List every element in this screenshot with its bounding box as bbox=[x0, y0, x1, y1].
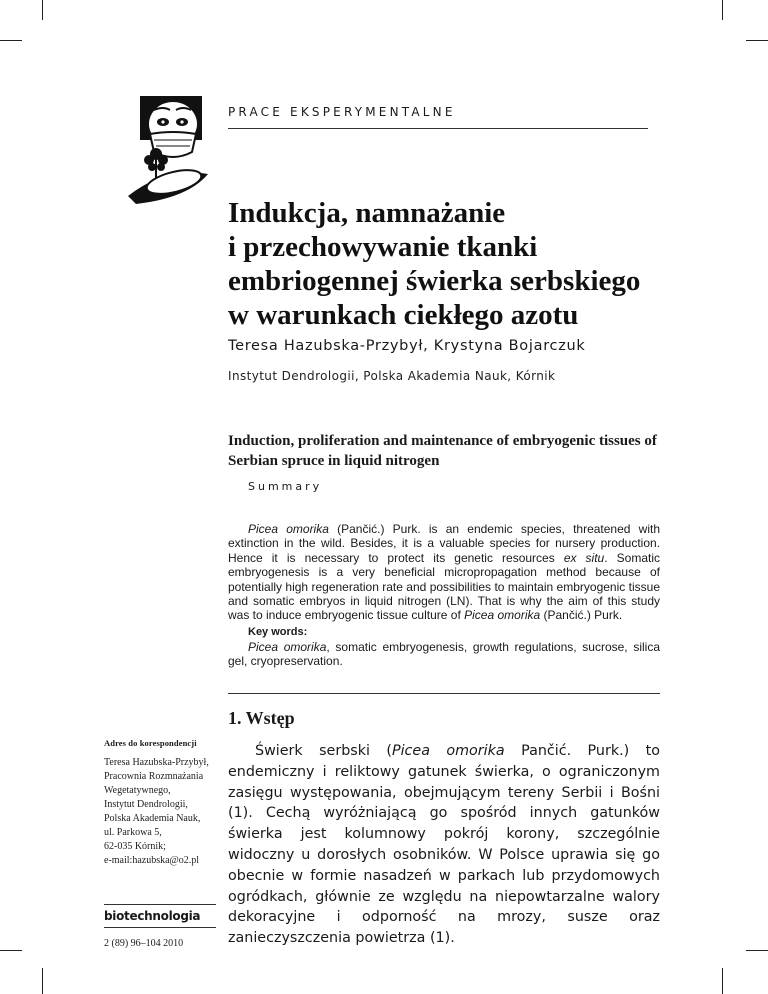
affiliation: Instytut Dendrologii, Polska Akademia Nauk, Kórnik bbox=[228, 369, 556, 383]
section-label: PRACE EKSPERYMENTALNE bbox=[228, 105, 456, 119]
keywords-rule bbox=[228, 693, 660, 694]
correspondence-label: Adres do korespondencji bbox=[104, 738, 197, 748]
keywords-label: Key words: bbox=[248, 626, 308, 638]
species-name: Picea omorika bbox=[391, 743, 505, 759]
address-line: Polska Akademia Nauk, bbox=[104, 813, 201, 824]
address-line: ul. Parkowa 5, bbox=[104, 827, 162, 838]
body-paragraph: Świerk serbski (Picea omorika Pančić. Purk.) to endemiczny i reliktowy gatunek świerka, o ograniczonym zasięgu występowania, obejmującym tereny Serbii i Bośni (1). Cechą wyróżniającą go spośród innych gatunków świerka jest kolumnowy pokrój korony, szczególnie widoczny u dorosłych osobników. W Polsce uprawia się go obecnie w formie nasadzeń w parkach lub przydomowych ogródkach, głównie ze względu na niepowtarzalne walory dekoracyjne i odporność na mrozy, susze oraz zanieczyszczenia powietrza (1). bbox=[228, 743, 660, 947]
species-name: Picea omorika bbox=[464, 608, 541, 623]
address-line: Pracownia Rozmnażania bbox=[104, 771, 204, 782]
english-title: Induction, proliferation and maintenance of embryogenic tissues of Serbian spruce in liquid nitrogen bbox=[228, 433, 657, 469]
address-line: 62-035 Kórnik; bbox=[104, 841, 166, 852]
section-rule bbox=[228, 128, 648, 129]
address-line: Teresa Hazubska-Przybył, bbox=[104, 757, 209, 768]
authors: Teresa Hazubska-Przybył, Krystyna Bojarczuk bbox=[228, 338, 586, 354]
email-line: e-mail:hazubska@o2.pl bbox=[104, 855, 200, 866]
crop-mark bbox=[42, 0, 43, 20]
title-line: w warunkach ciekłego azotu bbox=[228, 299, 579, 331]
summary-label: Summary bbox=[248, 480, 323, 493]
crop-mark bbox=[0, 40, 22, 41]
title-line: Indukcja, namnażanie bbox=[228, 197, 506, 229]
crop-mark bbox=[722, 0, 723, 20]
journal-rule bbox=[104, 904, 216, 905]
issue-info: 2 (89) 96–104 2010 bbox=[104, 938, 184, 949]
crop-mark bbox=[746, 950, 768, 951]
section-heading: 1. Wstęp bbox=[228, 708, 295, 728]
article-title bbox=[228, 196, 698, 332]
species-name: Picea omorika bbox=[248, 522, 329, 536]
crop-mark bbox=[722, 968, 723, 994]
address-line: Wegetatywnego, bbox=[104, 785, 171, 796]
crop-mark bbox=[746, 40, 768, 41]
keywords: Picea omorika, somatic embryogenesis, growth regulations, sucrose, silica gel, cryopreservation. bbox=[228, 640, 660, 669]
abstract: Picea omorika (Pančić.) Purk. is an endemic species, threatened with extinction in the wild. Besides, it is a valuable species for nursery production. Hence it is necessary to protect its genetic resources ex situ. Somatic embryogenesis is a very beneficial micropropagation method because of potentially high regeneration rate and possibilities to maintain embryogenic tissue and somatic embryos in liquid nitrogen (LN). That is why the aim of this study was to induce embryogenic tissue culture of Picea omorika (Pančić.) Purk. bbox=[228, 522, 661, 623]
correspondence-sidebar bbox=[104, 738, 224, 949]
title-line: embriogennej świerka serbskiego bbox=[228, 265, 641, 297]
title-line: i przechowywanie tkanki bbox=[228, 231, 538, 263]
crop-mark bbox=[42, 968, 43, 994]
crop-mark bbox=[0, 950, 22, 951]
journal-name: biotechnologia bbox=[104, 909, 201, 923]
address-line: Instytut Dendrologii, bbox=[104, 799, 188, 810]
scientist-logo-icon bbox=[118, 96, 214, 206]
journal-rule bbox=[104, 927, 216, 928]
